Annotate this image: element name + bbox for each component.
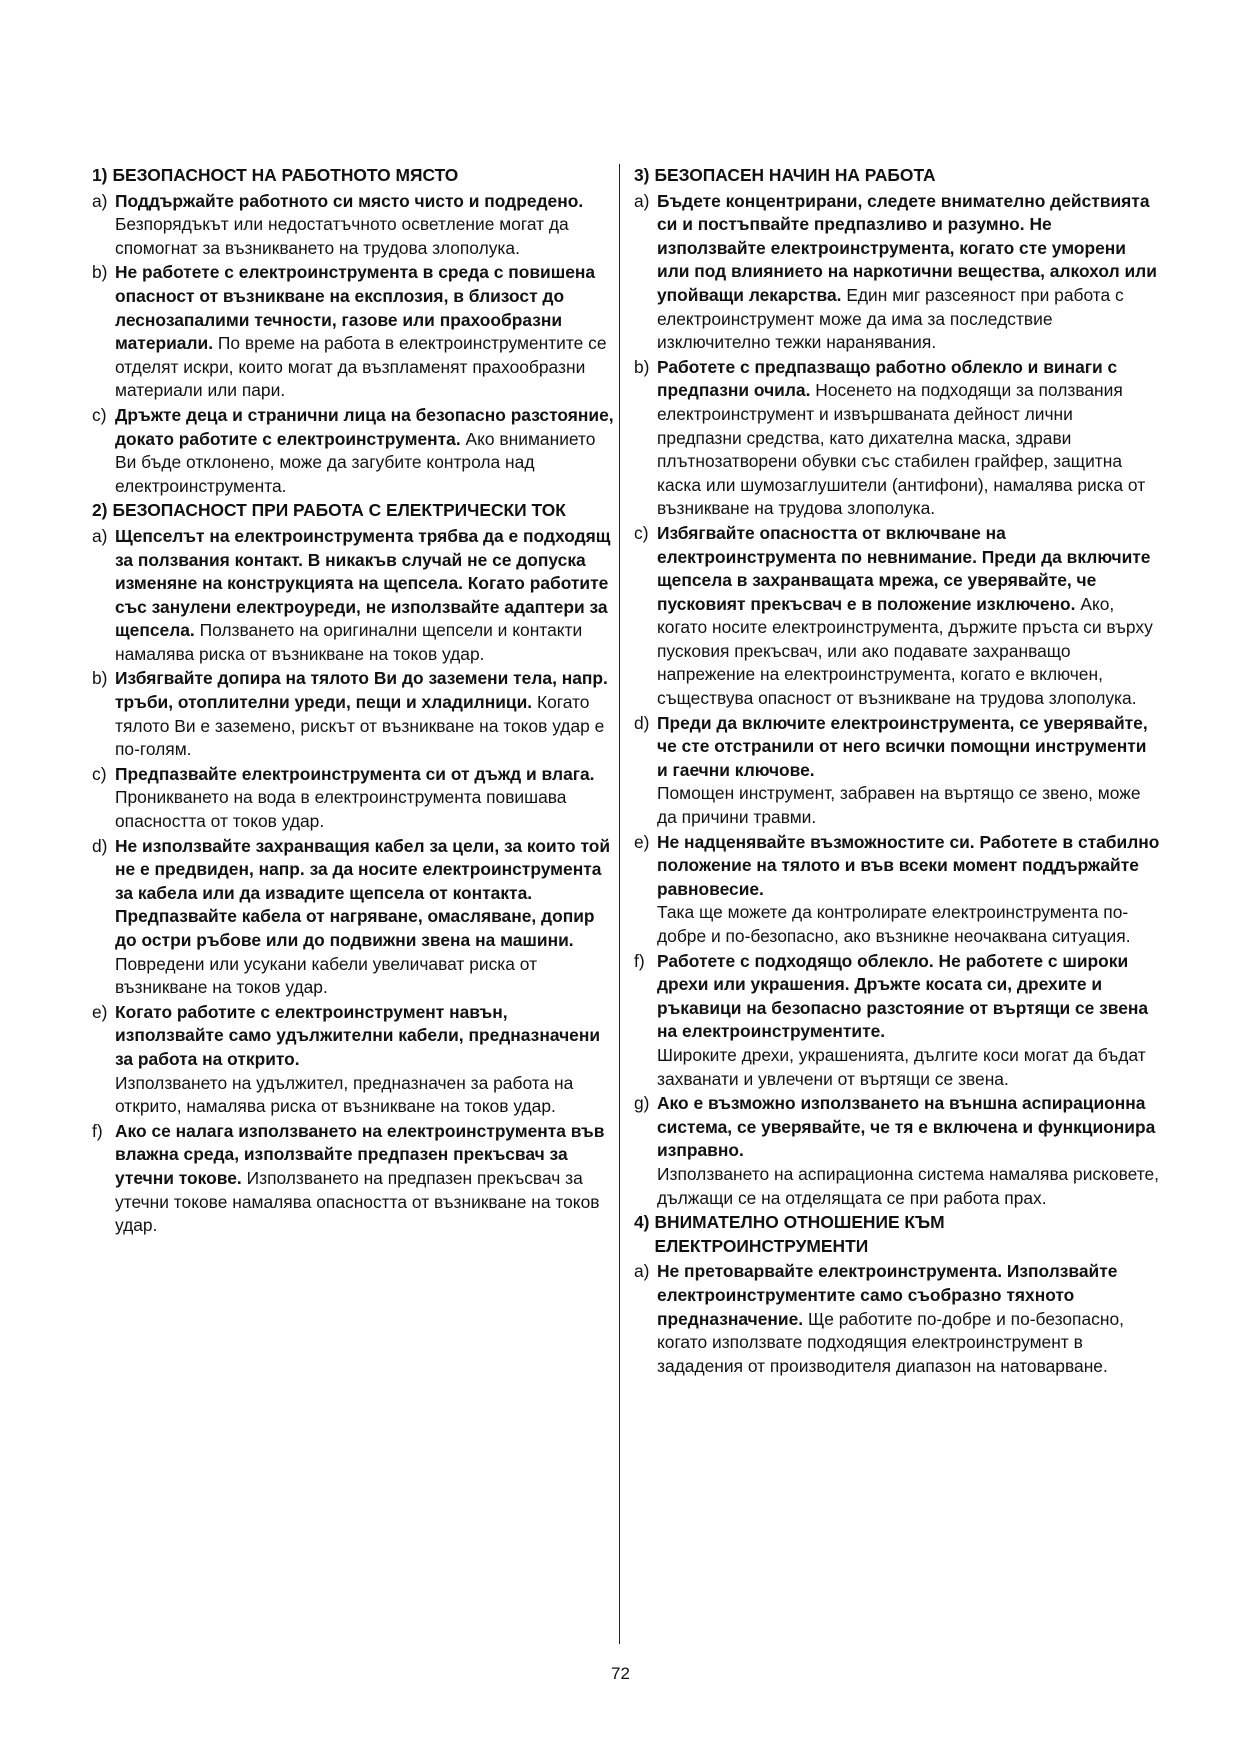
list-item: d) Преди да включите електроинструмента, се уверявайте, че сте отстранили от него всички помощни инструменти и гаечни ключове. Помощен инструмент, забравен на въртящо се звено, може да причини травми. — [634, 712, 1148, 828]
list-item: f) Ако се налага използването на електроинструмента във влажна среда, използвайте предпазен прекъсвач за утечни токове. Използването на предпазен прекъсвач за утечни токове намалява опасността от възникване на токов удар. — [92, 1120, 605, 1236]
list-item: a) Бъдете концентрирани, следете внимателно действията си и постъпвайте предпазливо и разумно. Не използвайте електроинструмента, когато сте уморени или под влиянието на наркотични вещества, алкохол или упойващи лекарства. Един миг разсеяност при работа с електроинструмент може да има за последствие изключително тежки наранявания. — [634, 190, 1157, 353]
list-item: d) Не използвайте захранващия кабел за цели, за които той не е предвиден, напр. за да носите електроинструмента за кабела или да извадите щепсела от контакта. Предпазвайте кабела от нагряване, омасляване, допир до остри ръбове или до подвижни звена на машини. Повредени или усукани кабели увеличават риска от възникване на токов удар. — [92, 835, 611, 998]
list-item: b) Работете с предпазващо работно облекло и винаги с предпазни очила. Носенето на подходящи за ползвания електроинструмент и извършваната дейност лични предпазни средства, като дихателна маска, здрави плътнозатворени обувки със стабилен грайфер, защитна каска или шумозаглушители (антифони), намалява риска от възникване на трудова злополука. — [634, 356, 1146, 519]
left-column — [92, 164, 618, 1239]
section-heading: 2) БЕЗОПАСНОСТ ПРИ РАБОТА С ЕЛЕКТРИЧЕСКИ ТОК — [92, 500, 566, 521]
list-item: b) Не работете с електроинструмента в среда с повишена опасност от възникване на експлозия, в близост до леснозапалими течности, газове или прахообразни материали. По време на работа в електроинструментите се отделят искри, които могат да възпламенят прахообразни материали или пари. — [92, 262, 607, 401]
list-item: e) Не надценявайте възможностите си. Работете в стабилно положение на тялото и във всеки момент поддържайте равновесие. Така ще можете да контролирате електроинструмента по-добре и по-безопасно, ако възникне неочаквана ситуация. — [634, 831, 1160, 946]
column-divider — [619, 164, 620, 1644]
list-item: b) Избягвайте допира на тялото Ви до заземени тела, напр. тръби, отоплителни уреди, пещи и хладилници. Когато тялото Ви е заземено, рискът от възникване на токов удар е по-голям. — [92, 668, 608, 760]
list-item: a) Не претоварвайте електроинструмента. Използвайте електроинструментите само съобразно тяхното предназначение. Ще работите по-добре и по-безопасно, когато използвате подходящия електроинструмент в зададения от производителя диапазон на натоварване. — [634, 1261, 1124, 1376]
list-item: e) Когато работите с електроинструмент навън, използвайте само удължителни кабели, предназначени за работа на открито. Използването на удължител, предназначен за работа на открито, намалява риска от възникване на токов удар. — [92, 1001, 601, 1117]
section-heading: 4) ВНИМАТЕЛНО ОТНОШЕНИЕ КЪМ ЕЛЕКТРОИНСТРУМЕНТИ — [634, 1212, 945, 1256]
page-number: 72 — [611, 1664, 630, 1683]
right-column — [634, 164, 1160, 1379]
list-item: a) Поддържайте работното си място чисто и подредено. Безпорядъкът или недостатъчното осветление могат да спомогнат за възникването на трудова злополука. — [92, 190, 584, 258]
list-item: c) Предпазвайте електроинструмента си от дъжд и влага. Проникването на вода в електроинструмента повишава опасността от токов удар. — [92, 763, 595, 832]
list-item: f) Работете с подходящо облекло. Не работете с широки дрехи или украшения. Дръжте косата си, дрехите и ръкавици на безопасно разстояние от въртящи се звена на електроинструментите. Широките дрехи, украшенията, дългите коси могат да бъдат захванати и увлечени от въртящи се звена. — [634, 950, 1149, 1089]
list-item: a) Щепселът на електроинструмента трябва да е подходящ за ползвания контакт. В никакъв случай не се допуска изменяне на конструкцията на щепсела. Когато работите със занулени електроуреди, не използвайте адаптери за щепсела. Ползването на оригинални щепсели и контакти намалява риска от възникване на токов удар. — [92, 525, 611, 664]
list-item: c) Избягвайте опасността от включване на електроинструмента по невнимание. Преди да включите щепсела в захранващата мрежа, се уверявайте, че пусковият прекъсвач е в положение изключено. Ако, когато носите електроинструмента, държите пръста си върху пусковия прекъсвач, или ако подавате захранващо напрежение на електроинструмента, когато е включен, съществува опасност от възникване на трудова злополука. — [634, 522, 1153, 709]
list-item: g) Ако е възможно използването на външна аспирационна система, се уверявайте, че тя е включена и функционира изправно. Използването на аспирационна система намалява рисковете, дължащи се на отделящата се при работа прах. — [634, 1093, 1159, 1208]
list-item: c) Дръжте деца и странични лица на безопасно разстояние, докато работите с електроинструмента. Ако вниманието Ви бъде отклонено, може да загубите контрола над електроинструмента. — [92, 404, 614, 496]
section-heading: 1) БЕЗОПАСНОСТ НА РАБОТНОТО МЯСТО — [92, 165, 459, 185]
section-heading: 3) БЕЗОПАСЕН НАЧИН НА РАБОТА — [634, 165, 936, 185]
